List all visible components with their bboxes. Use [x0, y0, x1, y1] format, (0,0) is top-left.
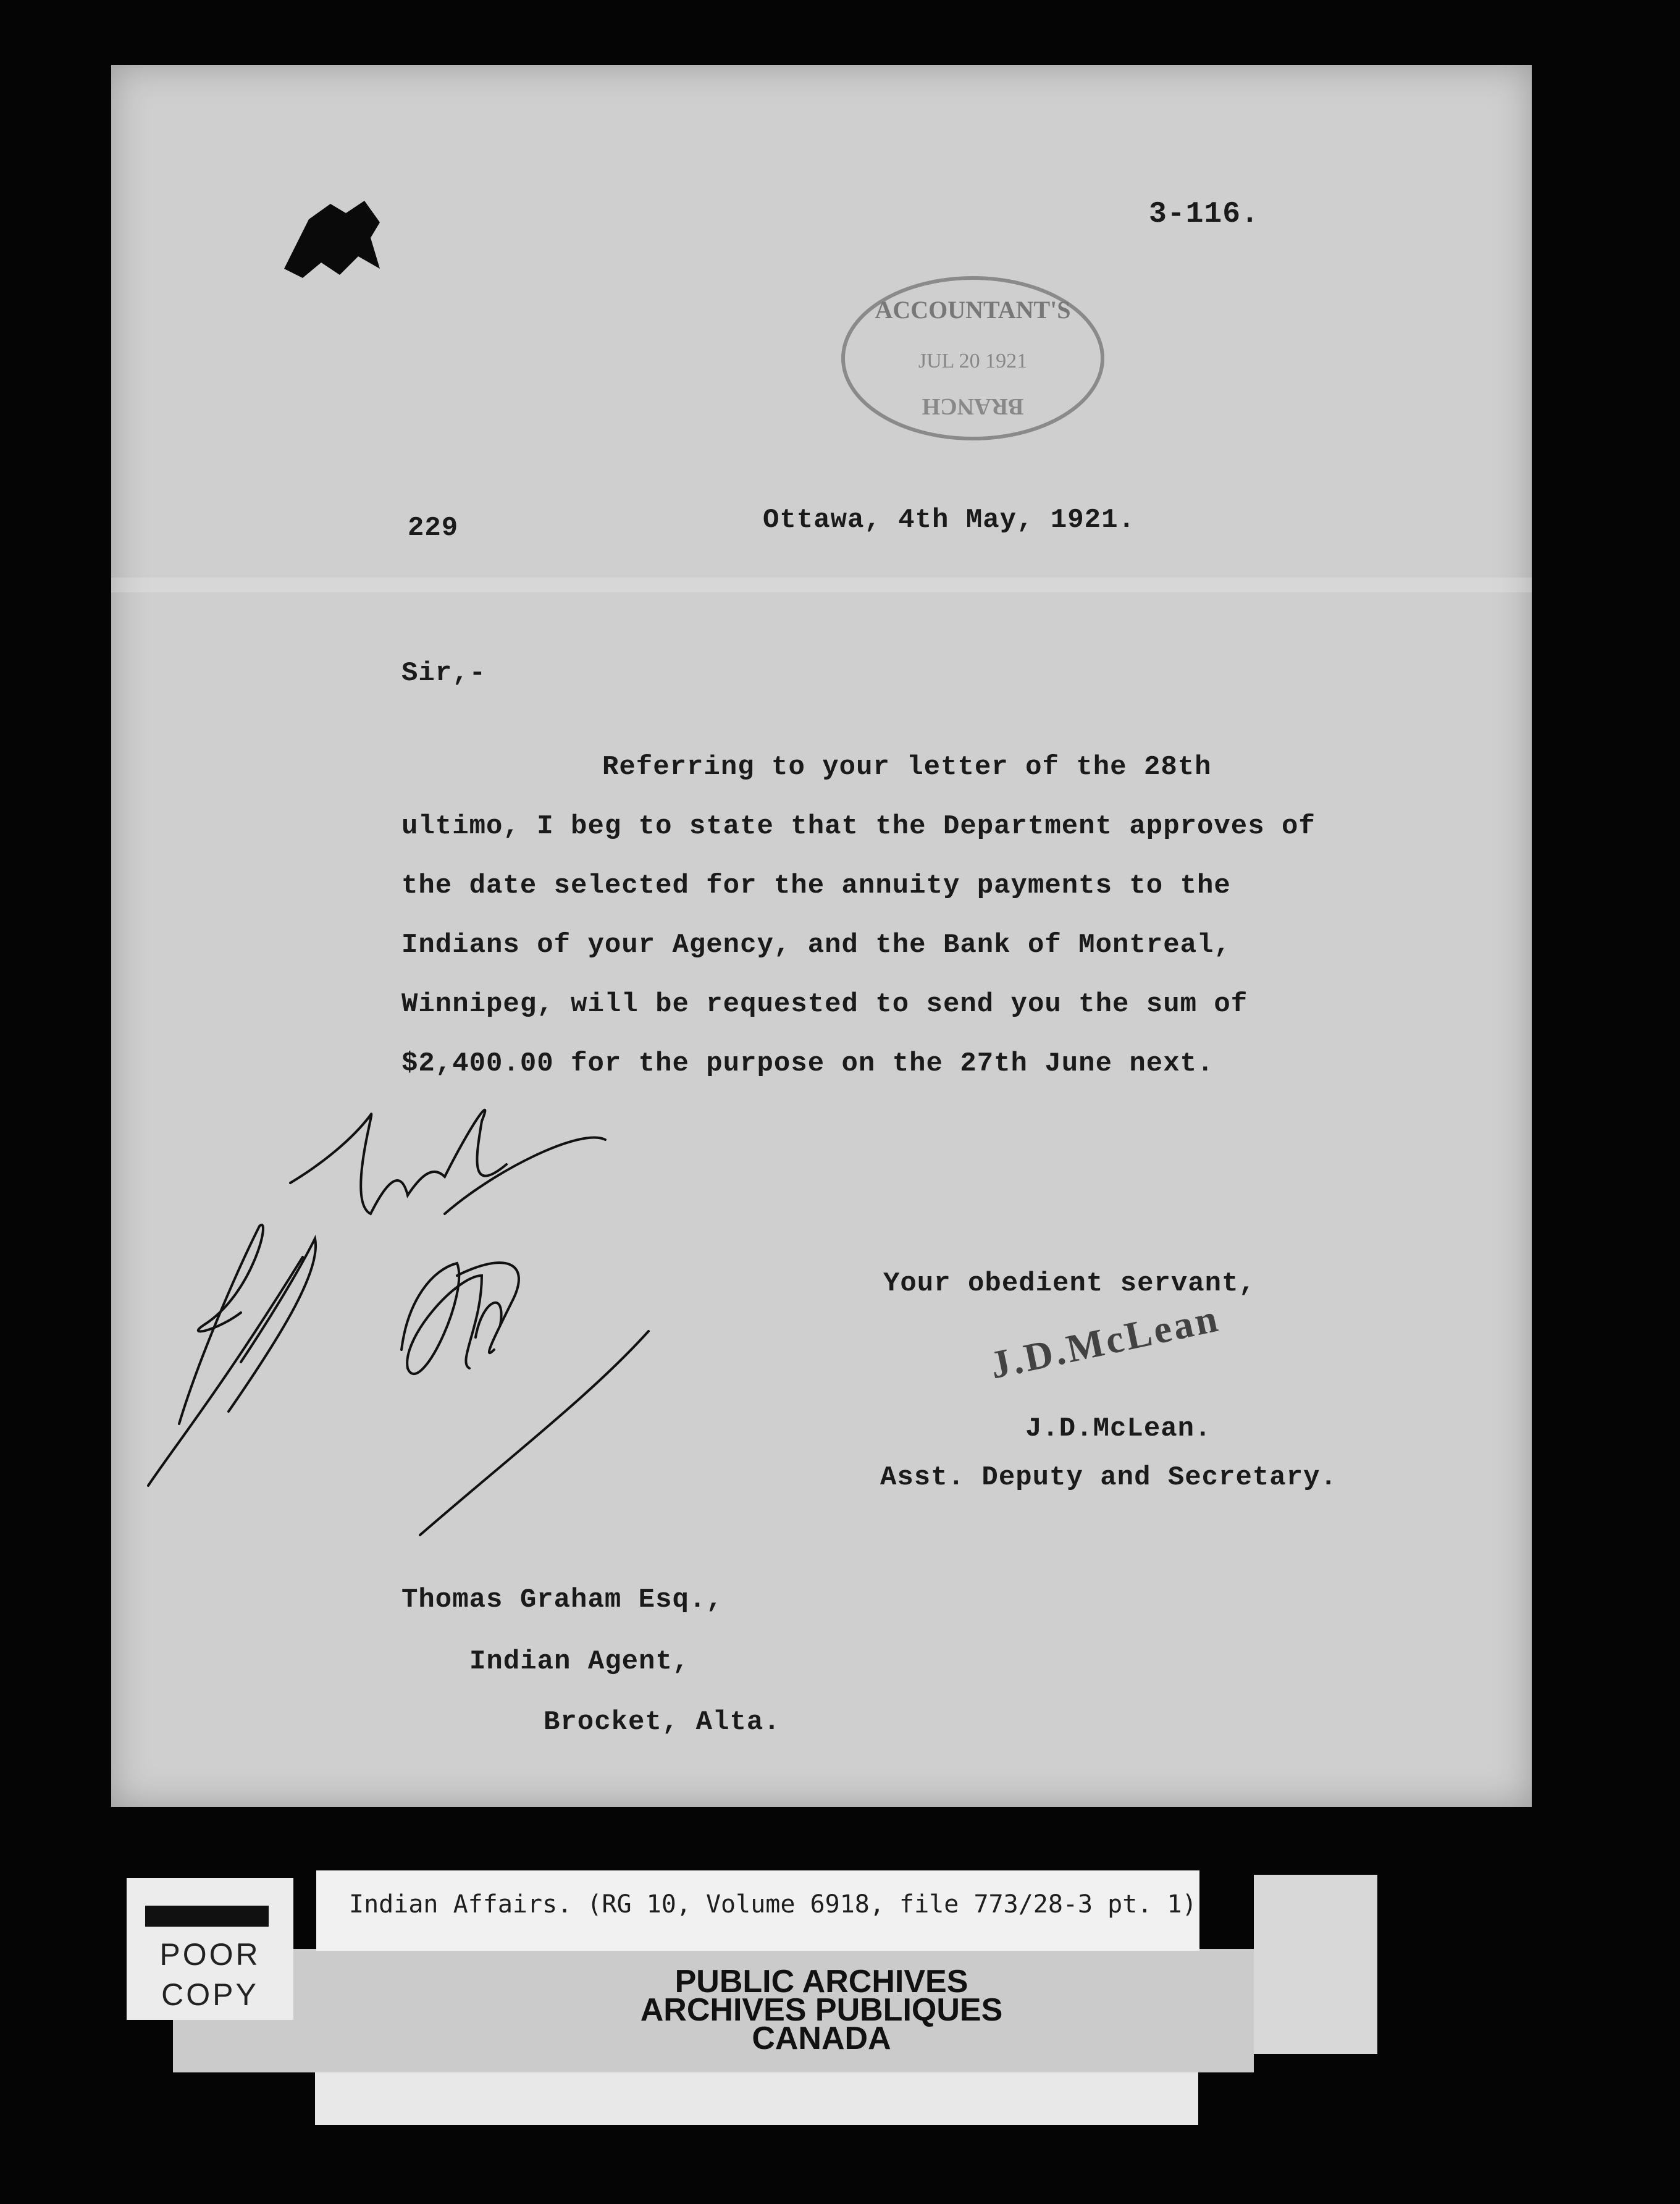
accountants-stamp	[834, 266, 1112, 451]
paper-tab	[1254, 1875, 1377, 2054]
poor-copy-line1: POOR	[159, 1937, 261, 1972]
signer-title: Asst. Deputy and Secretary.	[880, 1462, 1337, 1493]
body-line: Indians of your Agency, and the Bank of Montreal,	[401, 930, 1231, 961]
body-line: Winnipeg, will be requested to send you the sum of	[401, 989, 1248, 1020]
svg-text:JUL 20 1921: JUL 20 1921	[918, 350, 1028, 372]
archives-stamp-line3: CANADA	[752, 2021, 891, 2056]
archive-strip-lower	[315, 2072, 1198, 2125]
poor-copy-line2: COPY	[161, 1977, 259, 2012]
recipient-position: Indian Agent,	[469, 1646, 690, 1677]
fold-band	[111, 578, 1532, 592]
body-line: the date selected for the annuity payments to the	[401, 870, 1231, 901]
archives-stamp-line1: PUBLIC ARCHIVES	[674, 1964, 968, 2000]
recipient-name: Thomas Graham Esq.,	[401, 1584, 723, 1615]
body-line: Referring to your letter of the 28th	[602, 752, 1212, 783]
salutation: Sir,-	[401, 658, 487, 689]
signer-name: J.D.McLean.	[1025, 1413, 1212, 1444]
closing: Your obedient servant,	[883, 1268, 1256, 1299]
svg-text:BRANCH: BRANCH	[922, 393, 1024, 419]
place-date: Ottawa, 4th May, 1921.	[763, 505, 1135, 536]
body-line: $2,400.00 for the purpose on the 27th June next.	[401, 1048, 1214, 1079]
letter-page	[111, 65, 1532, 1807]
file-number: 3-116.	[1149, 198, 1259, 231]
reference-number: 229	[408, 513, 459, 544]
ink-blot	[272, 176, 395, 300]
recipient-location: Brocket, Alta.	[544, 1707, 781, 1738]
body-line: ultimo, I beg to state that the Department approves of	[401, 811, 1316, 842]
redaction-bar	[145, 1906, 269, 1927]
public-archives-stamp	[544, 1964, 1099, 2056]
poor-copy-card	[127, 1878, 293, 2020]
archive-reference: Indian Affairs. (RG 10, Volume 6918, file 773/28-3 pt. 1)	[349, 1890, 1197, 1919]
signature-stamp: J.D.McLean	[986, 1295, 1224, 1387]
svg-text:ACCOUNTANT'S: ACCOUNTANT'S	[875, 296, 1071, 324]
archives-stamp-line2: ARCHIVES PUBLIQUES	[640, 1992, 1003, 2028]
